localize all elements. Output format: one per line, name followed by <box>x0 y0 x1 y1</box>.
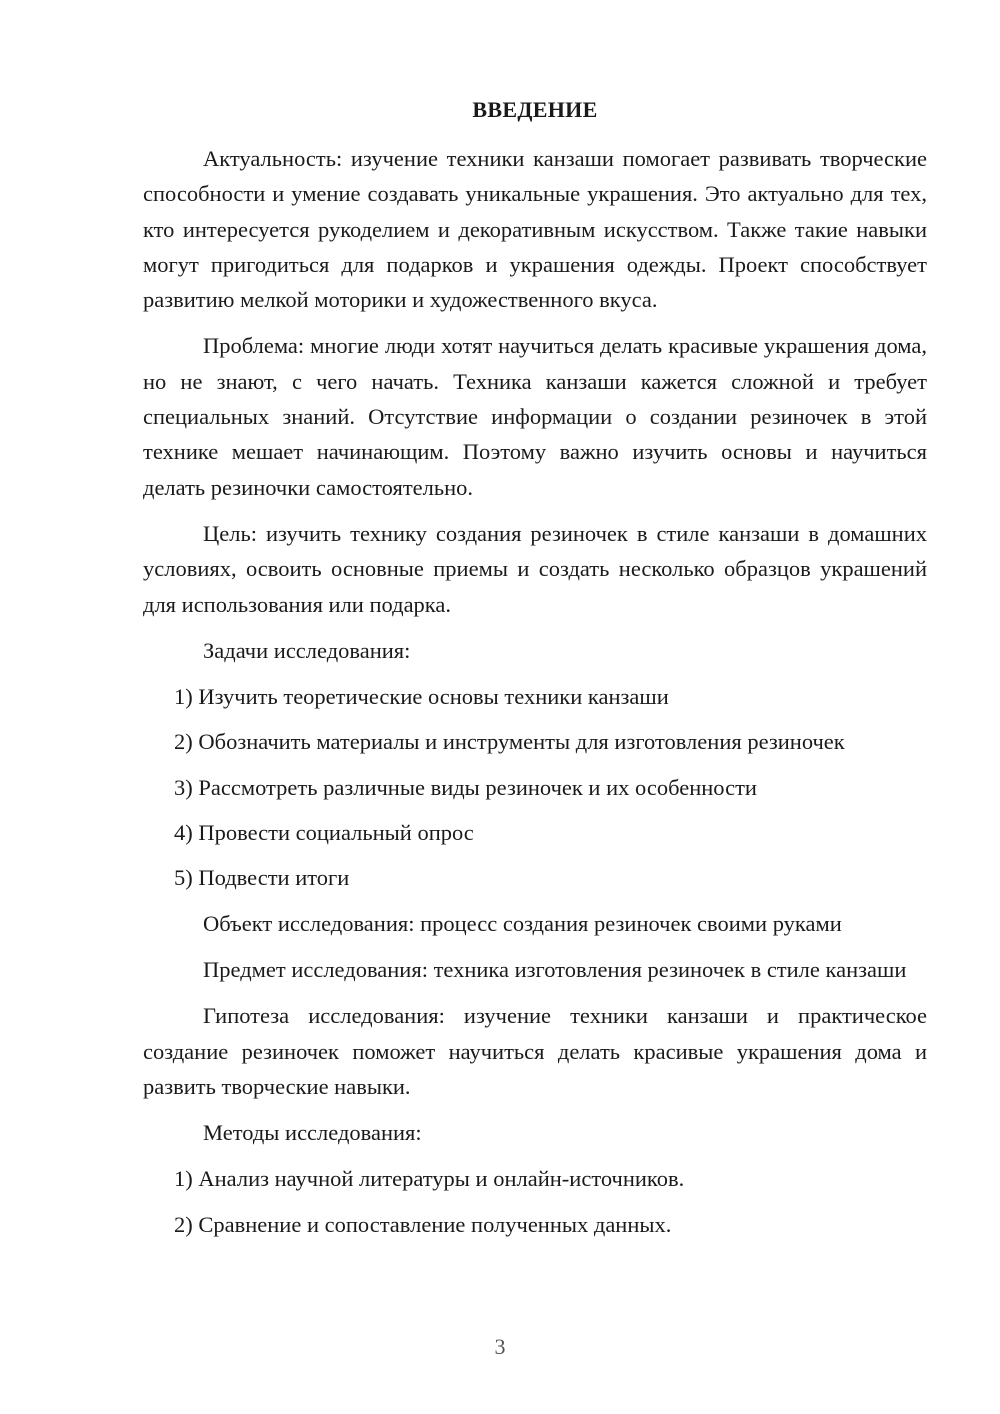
tasks-heading: Задачи исследования: <box>203 637 411 663</box>
task-item-5: 5) Подвести итоги <box>174 865 350 891</box>
relevance-paragraph: Актуальность: изучение техники канзаши помогает развивать творческие способности и умение создавать уникальные украшения. Это актуально для тех, кто интересуется рукоделием и декоративным искусством. Также такие навыки могут пригодиться для подарков и украшения одежды. Проект способствует развитию мелкой моторики и художественного вкуса. <box>143 146 927 313</box>
document-page <box>143 94 927 1252</box>
problem-paragraph: Проблема: многие люди хотят научиться делать красивые украшения дома, но не знают, с чего начать. Техника канзаши кажется сложной и требует специальных знаний. Отсутствие информации о создании резиночек в этой технике мешает начинающим. Поэтому важно изучить основы и научиться делать резиночки самостоятельно. <box>143 333 927 500</box>
goal-paragraph: Цель: изучить технику создания резиночек в стиле канзаши в домашних условиях, освоить основные приемы и создать несколько образцов украшений для использования или подарка. <box>143 520 927 617</box>
method-item-2: 2) Сравнение и сопоставление полученных данных. <box>174 1211 672 1237</box>
hypothesis-paragraph: Гипотеза исследования: изучение техники канзаши и практическое создание резиночек поможет научиться делать красивые украшения дома и развить творческие навыки. <box>143 1003 927 1099</box>
section-title: ВВЕДЕНИЕ <box>472 97 598 122</box>
task-item-3: 3) Рассмотреть различные виды резиночек и их особенности <box>174 774 757 800</box>
method-item-1: 1) Анализ научной литературы и онлайн-источников. <box>174 1166 685 1192</box>
subject-paragraph: Предмет исследования: техника изготовления резиночек в стиле канзаши <box>203 956 907 982</box>
methods-heading: Методы исследования: <box>203 1120 422 1146</box>
page-number: 3 <box>494 1334 506 1359</box>
tasks-list <box>143 679 927 895</box>
task-item-4: 4) Провести социальный опрос <box>174 820 474 846</box>
task-item-1: 1) Изучить теоретические основы техники канзаши <box>174 684 669 710</box>
object-paragraph: Объект исследования: процесс создания резиночек своими руками <box>203 910 842 936</box>
methods-list <box>143 1161 927 1242</box>
task-item-2: 2) Обозначить материалы и инструменты для изготовления резиночек <box>174 729 845 755</box>
